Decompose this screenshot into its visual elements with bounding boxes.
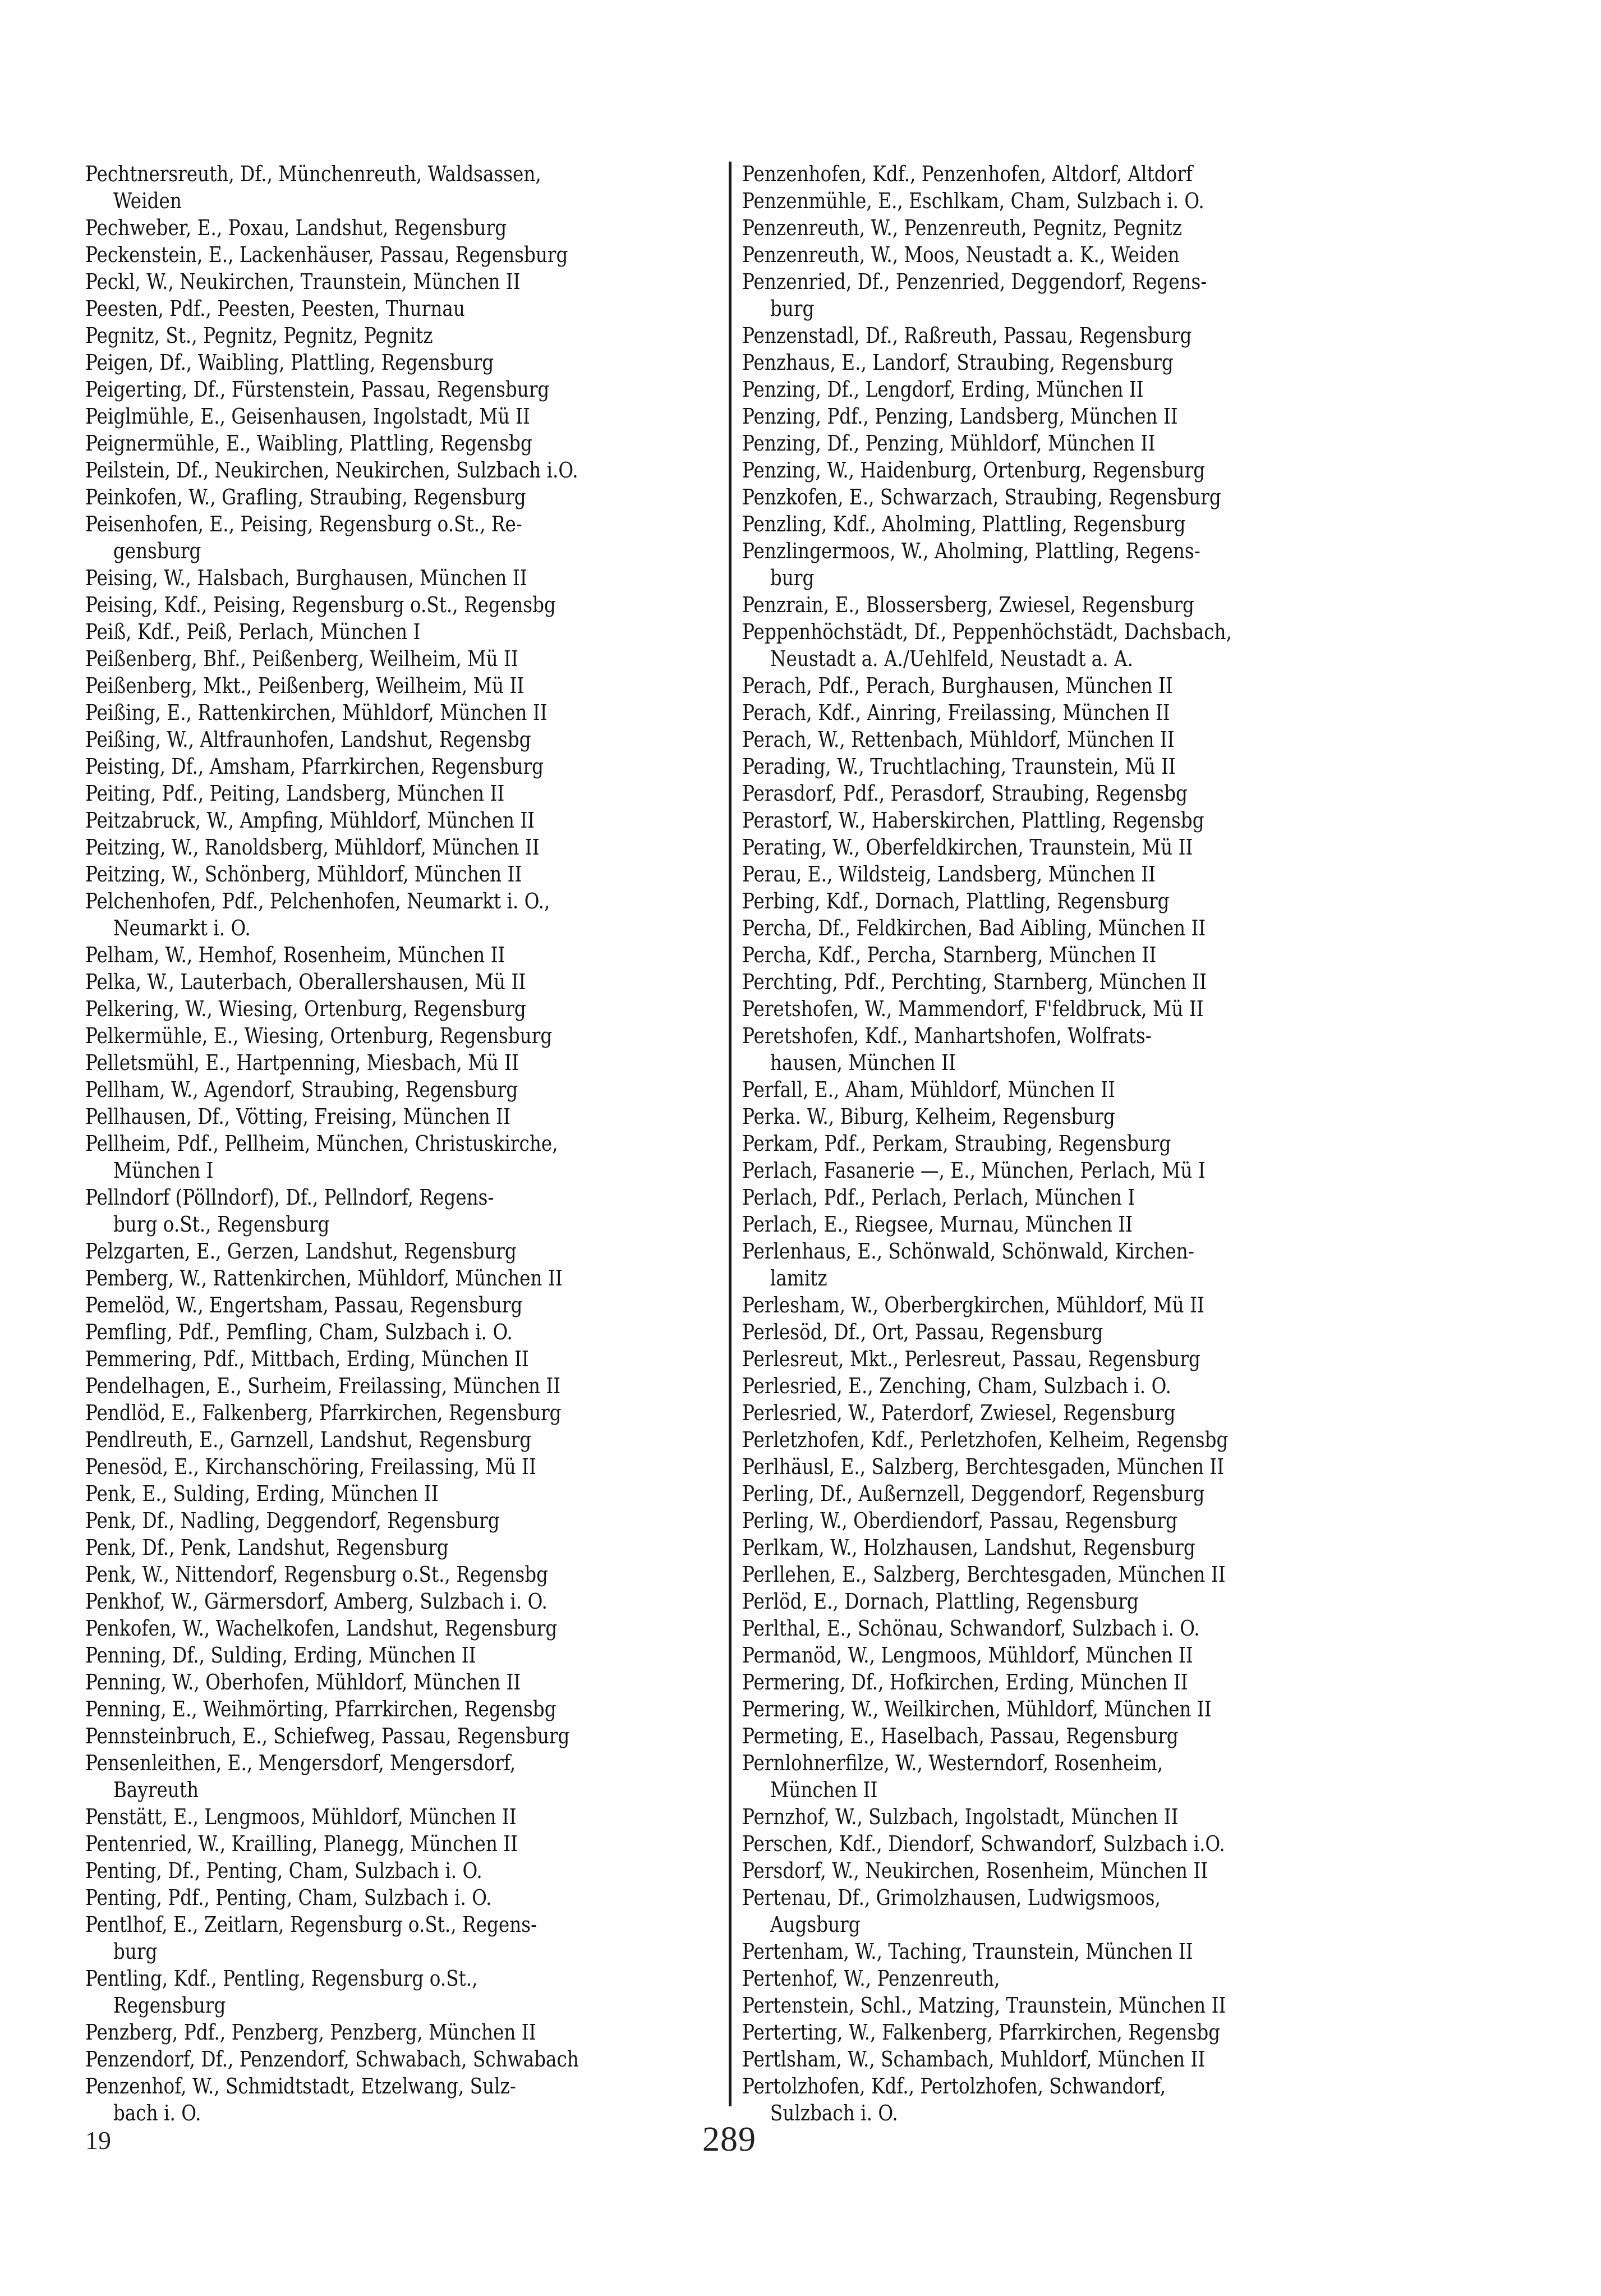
place-entry <box>742 780 1383 807</box>
place-entry <box>85 968 722 995</box>
entry-line: Peising, W., Halsbach, Burghausen, München II <box>85 566 527 590</box>
place-entry <box>85 241 722 268</box>
place-entry <box>742 1696 1383 1723</box>
entry-line: Peitzing, W., Schönberg, Mühldorf, München II <box>85 862 522 887</box>
place-entry <box>742 1076 1383 1103</box>
signature-mark: 19 <box>85 2126 111 2155</box>
entry-continuation-line: München II <box>770 1778 878 1802</box>
place-entry <box>85 403 722 430</box>
place-entry <box>742 672 1383 699</box>
entry-line: Pelletsmühl, E., Hartpenning, Miesbach, Mü II <box>85 1050 519 1075</box>
entry-continuation-line: bach i. O. <box>113 2101 201 2125</box>
place-entry <box>742 538 1383 591</box>
entry-continuation-line: München I <box>113 1158 214 1183</box>
place-entry <box>85 780 722 807</box>
place-entry <box>742 1211 1383 1238</box>
place-entry <box>742 1830 1383 1857</box>
entry-line: Perlkam, W., Holzhausen, Landshut, Regensburg <box>742 1535 1195 1560</box>
entry-line: Pertenhof, W., Penzenreuth, <box>742 1966 1000 1991</box>
place-entry <box>742 1723 1383 1749</box>
place-entry <box>742 942 1383 968</box>
entry-line: Peigen, Df., Waibling, Plattling, Regensburg <box>85 350 494 375</box>
entry-line: Penzenried, Df., Penzenried, Deggendorf, Regens- <box>742 269 1207 294</box>
entry-line: Peckenstein, E., Lackenhäuser, Passau, Regensburg <box>85 242 568 267</box>
entry-line: Perasdorf, Pdf., Perasdorf, Straubing, Regensbg <box>742 781 1188 806</box>
entry-line: Perau, E., Wildsteig, Landsberg, München II <box>742 862 1156 887</box>
place-entry <box>85 995 722 1022</box>
entry-line: Perlesham, W., Oberbergkirchen, Mühldorf, Mü II <box>742 1293 1204 1317</box>
entry-line: Percha, Kdf., Percha, Starnberg, München II <box>742 943 1157 967</box>
place-entry <box>742 1292 1383 1319</box>
entry-line: Permering, Df., Hofkirchen, Erding, München II <box>742 1670 1188 1695</box>
entry-line: Pertenstein, Schl., Matzing, Traunstein, München II <box>742 1993 1226 2018</box>
place-entry <box>742 2019 1383 2046</box>
place-entry <box>742 160 1383 187</box>
entry-line: Peretshofen, Kdf., Manhartshofen, Wolfrats- <box>742 1023 1152 1048</box>
entry-continuation-line: lamitz <box>770 1266 827 1291</box>
entry-line: Pemfling, Pdf., Pemfling, Cham, Sulzbach i. O. <box>85 1320 513 1344</box>
place-entry <box>85 861 722 888</box>
entry-line: Perach, Pdf., Perach, Burghausen, München II <box>742 673 1173 698</box>
entry-line: Persdorf, W., Neukirchen, Rosenheim, München II <box>742 1858 1208 1883</box>
place-entry <box>742 322 1383 349</box>
left-column <box>85 160 722 2127</box>
place-entry <box>742 1453 1383 1480</box>
place-entry <box>742 591 1383 618</box>
place-entry <box>742 753 1383 780</box>
place-entry <box>742 1507 1383 1534</box>
place-entry <box>85 511 722 564</box>
entry-line: Penzenstadl, Df., Raßreuth, Passau, Regensburg <box>742 323 1192 348</box>
place-entry <box>742 1857 1383 1884</box>
place-entry <box>742 915 1383 942</box>
place-entry <box>742 268 1383 322</box>
place-entry <box>742 618 1383 672</box>
entry-line: Peisting, Df., Amsham, Pfarrkirchen, Regensburg <box>85 754 544 779</box>
right-column <box>742 160 1383 2127</box>
entry-line: Penzenreuth, W., Penzenreuth, Pegnitz, Pegnitz <box>742 215 1183 240</box>
entry-line: Perllehen, E., Salzberg, Berchtesgaden, München II <box>742 1562 1226 1587</box>
entry-line: Peitzing, W., Ranoldsberg, Mühldorf, München II <box>85 835 540 860</box>
place-entry <box>85 1238 722 1265</box>
place-entry <box>742 1534 1383 1561</box>
entry-line: Pentenried, W., Krailling, Planegg, München II <box>85 1831 518 1856</box>
entry-line: Penzing, Df., Lengdorf, Erding, München II <box>742 377 1144 402</box>
entry-line: Pelkering, W., Wiesing, Ortenburg, Regensburg <box>85 997 526 1021</box>
place-entry <box>742 699 1383 726</box>
entry-line: Perka. W., Biburg, Kelheim, Regensburg <box>742 1104 1115 1129</box>
entry-line: Permeting, E., Haselbach, Passau, Regensburg <box>742 1724 1179 1748</box>
place-entry <box>85 376 722 403</box>
entry-line: Penning, W., Oberhofen, Mühldorf, München II <box>85 1670 521 1695</box>
place-entry <box>85 888 722 942</box>
entry-line: Perletzhofen, Kdf., Perletzhofen, Kelheim, Regensbg <box>742 1427 1229 1452</box>
place-entry <box>85 160 722 214</box>
entry-line: Perading, W., Truchtlaching, Traunstein, Mü II <box>742 754 1176 779</box>
place-entry <box>85 430 722 457</box>
entry-line: Perlenhaus, E., Schönwald, Schönwald, Kirchen- <box>742 1239 1194 1264</box>
entry-line: Perterting, W., Falkenberg, Pfarrkirchen, Regensbg <box>742 2020 1221 2045</box>
entry-line: Pertlsham, W., Schambach, Muhldorf, München II <box>742 2047 1206 2072</box>
entry-line: Pellham, W., Agendorf, Straubing, Regensburg <box>85 1077 518 1102</box>
entry-line: Perastorf, W., Haberskirchen, Plattling, Regensbg <box>742 808 1204 833</box>
entry-line: Pellhausen, Df., Vötting, Freising, München II <box>85 1104 510 1129</box>
place-entry <box>742 1992 1383 2019</box>
place-entry <box>85 1319 722 1346</box>
entry-line: Pertenau, Df., Grimolzhausen, Ludwigsmoos, <box>742 1885 1161 1910</box>
place-entry <box>742 1022 1383 1076</box>
place-entry <box>742 2046 1383 2073</box>
place-entry <box>742 1130 1383 1157</box>
entry-line: Perling, W., Oberdiendorf, Passau, Regensburg <box>742 1508 1177 1533</box>
place-entry <box>85 484 722 511</box>
place-entry <box>742 1426 1383 1453</box>
place-entry <box>85 1965 722 2019</box>
entry-continuation-line: burg <box>770 296 815 321</box>
place-entry <box>742 1642 1383 1669</box>
entry-line: Perlhäusl, E., Salzberg, Berchtesgaden, München II <box>742 1454 1225 1479</box>
place-entry <box>742 403 1383 430</box>
place-entry <box>742 187 1383 214</box>
entry-line: Perfall, E., Aham, Mühldorf, München II <box>742 1077 1116 1102</box>
place-entry <box>742 1184 1383 1211</box>
entry-line: Penzhaus, E., Landorf, Straubing, Regensburg <box>742 350 1174 375</box>
entry-line: Penting, Df., Penting, Cham, Sulzbach i. O. <box>85 1858 482 1883</box>
entry-line: Permering, W., Weilkirchen, Mühldorf, München II <box>742 1697 1212 1721</box>
place-entry <box>742 1749 1383 1803</box>
entry-line: Permanöd, W., Lengmoos, Mühldorf, München II <box>742 1643 1193 1668</box>
entry-line: Pelkermühle, E., Wiesing, Ortenburg, Regensburg <box>85 1023 553 1048</box>
entry-line: Perchting, Pdf., Perchting, Starnberg, München II <box>742 970 1207 994</box>
place-entry <box>85 618 722 645</box>
entry-line: Penesöd, E., Kirchanschöring, Freilassing, Mü II <box>85 1454 536 1479</box>
place-entry <box>742 457 1383 484</box>
place-entry <box>85 1426 722 1453</box>
place-entry <box>742 1884 1383 1938</box>
entry-line: Penzenhof, W., Schmidtstadt, Etzelwang, Sulz- <box>85 2074 516 2098</box>
entry-line: Perach, Kdf., Ainring, Freilassing, München II <box>742 700 1170 725</box>
entry-line: Pemberg, W., Rattenkirchen, Mühldorf, München II <box>85 1266 563 1291</box>
entry-continuation-line: Neustadt a. A./Uehlfeld, Neustadt a. A. <box>770 646 1133 671</box>
place-entry <box>85 1911 722 1965</box>
entry-line: Perling, Df., Außernzell, Deggendorf, Regensburg <box>742 1481 1205 1506</box>
place-entry <box>742 1669 1383 1696</box>
entry-line: Pertolzhofen, Kdf., Pertolzhofen, Schwandorf, <box>742 2074 1166 2098</box>
place-entry <box>742 888 1383 915</box>
place-entry <box>85 1049 722 1076</box>
entry-line: Pechweber, E., Poxau, Landshut, Regensburg <box>85 215 507 240</box>
entry-line: Penning, E., Weihmörting, Pfarrkirchen, Regensbg <box>85 1697 556 1721</box>
entry-continuation-line: burg <box>770 566 815 590</box>
entry-line: Pendlreuth, E., Garnzell, Landshut, Regensburg <box>85 1427 532 1452</box>
place-entry <box>742 2073 1383 2127</box>
entry-continuation-line: hausen, München II <box>770 1050 956 1075</box>
place-entry <box>85 1184 722 1238</box>
entry-line: Peising, Kdf., Peising, Regensburg o.St., Regensbg <box>85 593 556 617</box>
entry-line: Penzling, Kdf., Aholming, Plattling, Regensburg <box>742 512 1186 536</box>
entry-continuation-line: Weiden <box>113 189 182 213</box>
entry-line: Penzenreuth, W., Moos, Neustadt a. K., Weiden <box>742 242 1180 267</box>
place-entry <box>742 241 1383 268</box>
entry-line: Pertenham, W., Taching, Traunstein, München II <box>742 1939 1193 1964</box>
entry-line: Pelka, W., Lauterbach, Oberallershausen, Mü II <box>85 970 526 994</box>
place-entry <box>742 726 1383 753</box>
entry-line: Pegnitz, St., Pegnitz, Pegnitz, Pegnitz <box>85 323 433 348</box>
entry-line: Perating, W., Oberfeldkirchen, Traunstein, Mü II <box>742 835 1193 860</box>
place-entry <box>85 1561 722 1588</box>
place-entry <box>742 1103 1383 1130</box>
place-entry <box>85 942 722 968</box>
entry-line: Pensenleithen, E., Mengersdorf, Mengersdorf, <box>85 1751 516 1775</box>
place-entry <box>85 1507 722 1534</box>
entry-line: Penzing, W., Haidenburg, Ortenburg, Regensburg <box>742 458 1206 483</box>
entry-line: Penzlingermoos, W., Aholming, Plattling, Regens- <box>742 539 1200 563</box>
place-entry <box>85 564 722 591</box>
place-entry <box>85 295 722 322</box>
entry-line: Penzing, Pdf., Penzing, Landsberg, München II <box>742 404 1178 429</box>
entry-line: Perlesreut, Mkt., Perlesreut, Passau, Regensburg <box>742 1347 1200 1371</box>
entry-line: Percha, Df., Feldkirchen, Bad Aibling, München II <box>742 916 1206 940</box>
entry-line: Penstätt, E., Lengmoos, Mühldorf, München II <box>85 1804 517 1829</box>
place-entry <box>85 753 722 780</box>
place-entry <box>85 645 722 672</box>
entry-line: Penzing, Df., Penzing, Mühldorf, München II <box>742 431 1156 456</box>
place-entry <box>85 726 722 753</box>
place-entry <box>85 1372 722 1399</box>
entry-line: Pendlöd, E., Falkenberg, Pfarrkirchen, Regensburg <box>85 1400 562 1425</box>
place-entry <box>742 1615 1383 1642</box>
entry-line: Perschen, Kdf., Diendorf, Schwandorf, Sulzbach i.O. <box>742 1831 1225 1856</box>
place-entry <box>742 1157 1383 1184</box>
entry-continuation-line: Augsburg <box>770 1912 861 1937</box>
place-entry <box>85 1696 722 1723</box>
place-entry <box>85 807 722 834</box>
place-entry <box>85 1884 722 1911</box>
place-entry <box>85 1103 722 1130</box>
place-entry <box>85 214 722 241</box>
place-entry <box>85 1292 722 1319</box>
place-entry <box>742 1803 1383 1830</box>
entry-line: Penzenmühle, E., Eschlkam, Cham, Sulzbach i. O. <box>742 189 1204 213</box>
place-entry <box>85 1480 722 1507</box>
entry-line: Penzenhofen, Kdf., Penzenhofen, Altdorf, Altdorf <box>742 162 1193 186</box>
place-entry <box>85 1669 722 1696</box>
entry-line: Penting, Pdf., Penting, Cham, Sulzbach i. O. <box>85 1885 492 1910</box>
entry-line: Peiting, Pdf., Peiting, Landsberg, München II <box>85 781 505 806</box>
place-entry <box>742 1938 1383 1965</box>
entry-line: Peißing, W., Altfraunhofen, Landshut, Regensbg <box>85 727 531 752</box>
entry-line: Penk, Df., Nadling, Deggendorf, Regensburg <box>85 1508 500 1533</box>
place-entry <box>85 1830 722 1857</box>
place-entry <box>85 457 722 484</box>
entry-line: Pemmering, Pdf., Mittbach, Erding, München II <box>85 1347 529 1371</box>
entry-line: Pennsteinbruch, E., Schiefweg, Passau, Regensburg <box>85 1724 570 1748</box>
entry-line: Pemelöd, W., Engertsham, Passau, Regensburg <box>85 1293 523 1317</box>
place-entry <box>742 1588 1383 1615</box>
place-entry <box>85 1265 722 1292</box>
place-entry <box>85 1453 722 1480</box>
entry-line: Perlesried, W., Paterdorf, Zwiesel, Regensburg <box>742 1400 1176 1425</box>
place-entry <box>85 1642 722 1669</box>
entry-line: Pentlhof, E., Zeitlarn, Regensburg o.St., Regens- <box>85 1912 537 1937</box>
place-entry <box>742 511 1383 538</box>
place-entry <box>85 1803 722 1830</box>
entry-line: Pentling, Kdf., Pentling, Regensburg o.St., <box>85 1966 478 1991</box>
entry-line: Perlesöd, Df., Ort, Passau, Regensburg <box>742 1320 1103 1344</box>
entry-continuation-line: Regensburg <box>113 1993 226 2018</box>
place-entry <box>742 214 1383 241</box>
place-entry <box>85 699 722 726</box>
entry-line: Penzberg, Pdf., Penzberg, Penzberg, München II <box>85 2020 536 2045</box>
place-entry <box>85 834 722 861</box>
entry-continuation-line: Sulzbach i. O. <box>770 2101 898 2125</box>
entry-line: Penzkofen, E., Schwarzach, Straubing, Regensburg <box>742 485 1221 509</box>
entry-line: Peckl, W., Neukirchen, Traunstein, München II <box>85 269 521 294</box>
place-entry <box>742 968 1383 995</box>
entry-continuation-line: burg <box>113 1939 158 1964</box>
entry-line: Pernlohnerfilze, W., Westerndorf, Rosenheim, <box>742 1751 1163 1775</box>
entry-continuation-line: gensburg <box>113 539 201 563</box>
entry-line: Penzrain, E., Blossersberg, Zwiesel, Regensburg <box>742 593 1194 617</box>
entry-line: Penning, Df., Sulding, Erding, München II <box>85 1643 476 1668</box>
entry-line: Peißenberg, Bhf., Peißenberg, Weilheim, Mü II <box>85 646 518 671</box>
place-entry <box>85 1346 722 1372</box>
entry-line: Peigerting, Df., Fürstenstein, Passau, Regensburg <box>85 377 550 402</box>
place-entry <box>85 1723 722 1749</box>
entry-line: Peretshofen, W., Mammendorf, F'feldbruck, Mü II <box>742 997 1204 1021</box>
place-entry <box>85 672 722 699</box>
entry-line: Perach, W., Rettenbach, Mühldorf, München II <box>742 727 1175 752</box>
entry-line: Peignermühle, E., Waibling, Plattling, Regensbg <box>85 431 532 456</box>
entry-line: Pechtnersreuth, Df., Münchenreuth, Waldsassen, <box>85 162 541 186</box>
entry-line: Pelzgarten, E., Gerzen, Landshut, Regensburg <box>85 1239 517 1264</box>
place-entry <box>85 1749 722 1803</box>
place-entry <box>742 1480 1383 1507</box>
entry-line: Penk, E., Sulding, Erding, München II <box>85 1481 439 1506</box>
entry-line: Perlesried, E., Zenching, Cham, Sulzbach i. O. <box>742 1374 1171 1398</box>
place-entry <box>742 349 1383 376</box>
entry-line: Peiß, Kdf., Peiß, Perlach, München I <box>85 619 421 644</box>
entry-line: Peitzabruck, W., Ampfing, Mühldorf, München II <box>85 808 535 833</box>
entry-line: Perbing, Kdf., Dornach, Plattling, Regensburg <box>742 889 1170 913</box>
place-entry <box>85 2046 722 2073</box>
place-entry <box>742 834 1383 861</box>
entry-continuation-line: Bayreuth <box>113 1778 199 1802</box>
entry-line: Perlach, Pdf., Perlach, Perlach, München I <box>742 1185 1135 1210</box>
entry-line: Penkofen, W., Wachelkofen, Landshut, Regensburg <box>85 1616 558 1641</box>
place-entry <box>85 2019 722 2046</box>
place-entry <box>742 807 1383 834</box>
entry-line: Penkhof, W., Gärmersdorf, Amberg, Sulzbach i. O. <box>85 1589 548 1614</box>
entry-line: Peesten, Pdf., Peesten, Peesten, Thurnau <box>85 296 465 321</box>
entry-line: Pelchenhofen, Pdf., Pelchenhofen, Neumarkt i. O., <box>85 889 550 913</box>
place-entry <box>85 268 722 295</box>
place-entry <box>85 1534 722 1561</box>
place-entry <box>742 995 1383 1022</box>
entry-line: Perkam, Pdf., Perkam, Straubing, Regensburg <box>742 1131 1171 1156</box>
column-divider <box>729 162 732 2106</box>
place-entry <box>85 2073 722 2127</box>
entry-line: Perlöd, E., Dornach, Plattling, Regensburg <box>742 1589 1139 1614</box>
place-entry <box>742 1319 1383 1346</box>
entry-line: Pelham, W., Hemhof, Rosenheim, München II <box>85 943 505 967</box>
entry-line: Perlthal, E., Schönau, Schwandorf, Sulzbach i. O. <box>742 1616 1200 1641</box>
place-entry <box>742 1238 1383 1292</box>
entry-continuation-line: Neumarkt i. O. <box>113 916 251 940</box>
place-entry <box>85 1615 722 1642</box>
entry-line: Peinkofen, W., Grafling, Straubing, Regensburg <box>85 485 526 509</box>
place-entry <box>742 861 1383 888</box>
place-entry <box>85 1130 722 1184</box>
entry-continuation-line: burg o.St., Regensburg <box>113 1212 330 1237</box>
page-number: 289 <box>702 2120 756 2159</box>
entry-line: Pendelhagen, E., Surheim, Freilassing, München II <box>85 1374 561 1398</box>
entry-line: Perlach, Fasanerie —, E., München, Perlach, Mü I <box>742 1158 1206 1183</box>
place-entry <box>742 1399 1383 1426</box>
place-entry <box>85 1857 722 1884</box>
place-entry <box>742 1561 1383 1588</box>
place-entry <box>742 376 1383 403</box>
place-entry <box>85 322 722 349</box>
entry-line: Perlach, E., Riegsee, Murnau, München II <box>742 1212 1133 1237</box>
entry-line: Peiglmühle, E., Geisenhausen, Ingolstadt, Mü II <box>85 404 530 429</box>
entry-line: Peißenberg, Mkt., Peißenberg, Weilheim, Mü II <box>85 673 525 698</box>
place-entry <box>742 1346 1383 1372</box>
place-entry <box>85 1588 722 1615</box>
place-entry <box>85 1022 722 1049</box>
entry-line: Peisenhofen, E., Peising, Regensburg o.St., Re- <box>85 512 522 536</box>
entry-line: Pellndorf (Pöllndorf), Df., Pellndorf, Regens- <box>85 1185 494 1210</box>
place-entry <box>742 1372 1383 1399</box>
place-entry <box>742 430 1383 457</box>
place-entry <box>742 484 1383 511</box>
place-entry <box>742 1965 1383 1992</box>
place-entry <box>85 349 722 376</box>
entry-line: Peilstein, Df., Neukirchen, Neukirchen, Sulzbach i.O. <box>85 458 578 483</box>
entry-line: Penzendorf, Df., Penzendorf, Schwabach, Schwabach <box>85 2047 579 2072</box>
entry-line: Peißing, E., Rattenkirchen, Mühldorf, München II <box>85 700 548 725</box>
place-entry <box>85 591 722 618</box>
entry-line: Pellheim, Pdf., Pellheim, München, Christuskirche, <box>85 1131 558 1156</box>
place-entry <box>85 1399 722 1426</box>
place-entry <box>85 1076 722 1103</box>
entry-line: Penk, W., Nittendorf, Regensburg o.St., Regensbg <box>85 1562 549 1587</box>
entry-line: Pernzhof, W., Sulzbach, Ingolstadt, München II <box>742 1804 1179 1829</box>
entry-line: Peppenhöchstädt, Df., Peppenhöchstädt, Dachsbach, <box>742 619 1232 644</box>
entry-line: Penk, Df., Penk, Landshut, Regensburg <box>85 1535 449 1560</box>
